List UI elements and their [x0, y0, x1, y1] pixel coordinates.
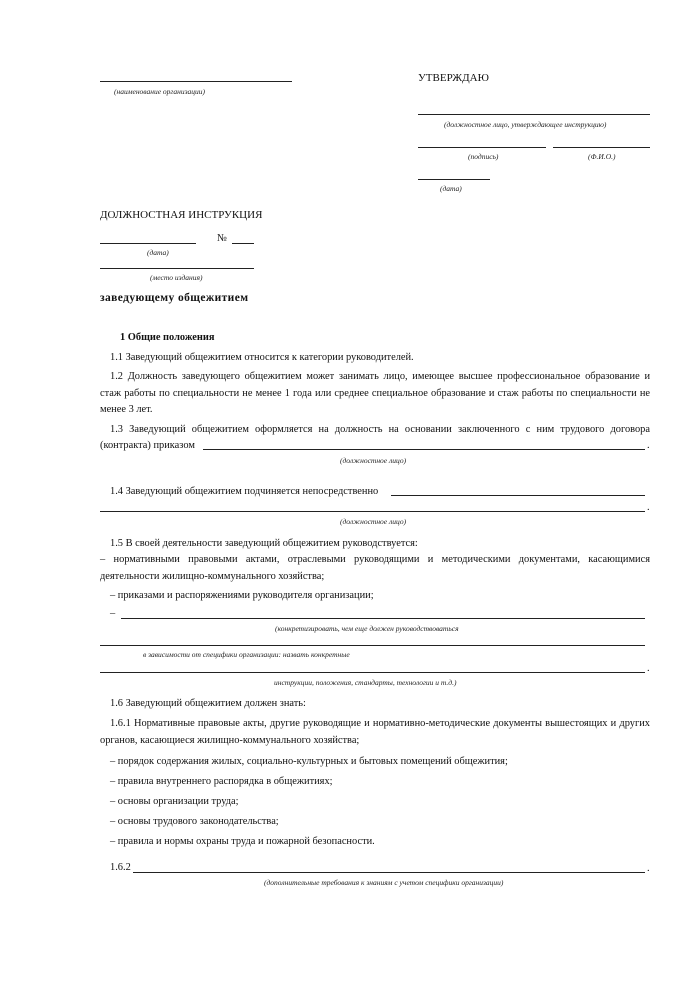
guidance-item-3: –: [110, 608, 116, 619]
approver-position-caption: (должностное лицо, утверждающее инструкцию): [444, 120, 607, 129]
approver-fio-caption: (Ф.И.О.): [588, 152, 616, 161]
organization-name-caption: (наименование организации): [114, 87, 206, 96]
guidance-item-2: – приказами и распоряжениями руководителя организации;: [110, 590, 374, 601]
document-date-caption: (дата): [147, 248, 169, 257]
knowledge-item: – основы организации труда;: [110, 796, 239, 807]
supervisor-line-2[interactable]: [100, 511, 645, 512]
knowledge-item: – основы трудового законодательства;: [110, 816, 279, 827]
guidance-caption-1: (конкретизировать, чем еще должен руководствоваться: [275, 624, 459, 633]
paragraph-1-6-1: 1.6.1 Нормативные правовые акты, другие руководящие и нормативно-методические документы вышестоящих и других органов, касающиеся жилищно-коммунального хозяйства;: [100, 718, 650, 746]
section-1-heading: 1 Общие положения: [120, 332, 215, 343]
supervisor-caption: (должностное лицо): [340, 517, 407, 526]
approver-position-line[interactable]: [418, 114, 650, 115]
guidance-extra-line-1[interactable]: [121, 618, 645, 619]
paragraph-1-5: 1.5 В своей деятельности заведующий общежитием руководствуется:: [110, 538, 418, 549]
approve-heading: УТВЕРЖДАЮ: [418, 72, 489, 84]
guidance-caption-2: в зависимости от специфики организации: назвать конкретные: [143, 650, 350, 659]
approver-fio-line[interactable]: [553, 147, 650, 148]
document-number-line[interactable]: [232, 243, 254, 244]
hiring-official-line[interactable]: [203, 449, 645, 450]
paragraph-1-2: 1.2 Должность заведующего общежитием может занимать лицо, имеющее высшее профессиональное образование и стаж работы по специальности не менее 1 года или среднее специальное образование и стаж работы по специальности не менее 3 лет.: [100, 371, 650, 415]
document-title: заведующему общежитием: [100, 292, 249, 304]
supervisor-line-1[interactable]: [391, 495, 645, 496]
knowledge-item: – правила внутреннего распорядка в общежитиях;: [110, 776, 333, 787]
organization-name-line[interactable]: [100, 81, 292, 82]
place-of-issue-line[interactable]: [100, 268, 254, 269]
knowledge-item: – правила и нормы охраны труда и пожарной безопасности.: [110, 836, 375, 847]
paragraph-1-3: 1.3 Заведующий общежитием оформляется на должность на основании заключенного с ним трудового договора: [110, 424, 650, 435]
guidance-extra-line-2[interactable]: [100, 645, 645, 646]
document-type: ДОЛЖНОСТНАЯ ИНСТРУКЦИЯ: [100, 209, 263, 221]
approval-date-line[interactable]: [418, 179, 490, 180]
hiring-official-caption: (должностное лицо): [340, 456, 407, 465]
knowledge-item: – порядок содержания жилых, социально-культурных и бытовых помещений общежития;: [110, 756, 508, 767]
paragraph-1-3-continued: (контракта) приказом: [100, 440, 195, 451]
supervisor-period: .: [647, 502, 650, 513]
approval-date-caption: (дата): [440, 184, 462, 193]
additional-knowledge-period: .: [647, 863, 650, 874]
place-of-issue-caption: (место издания): [150, 273, 203, 282]
guidance-period: .: [647, 663, 650, 674]
document-number-sign: №: [217, 233, 227, 244]
document-date-line[interactable]: [100, 243, 196, 244]
guidance-caption-3: инструкции, положения, стандарты, технологии и т.д.): [274, 678, 457, 687]
approver-signature-caption: (подпись): [468, 152, 499, 161]
approver-signature-line[interactable]: [418, 147, 546, 148]
paragraph-1-4: 1.4 Заведующий общежитием подчиняется непосредственно: [110, 486, 379, 497]
additional-knowledge-caption: (дополнительные требования к знаниям с учетом специфики организации): [264, 878, 504, 887]
paragraph-1-1: 1.1 Заведующий общежитием относится к категории руководителей.: [110, 352, 414, 363]
guidance-item-1: – нормативными правовыми актами, отраслевыми руководящими и методическими документами, касающимися деятельности жилищно-коммунального хозяйства;: [100, 554, 650, 582]
hiring-official-period: .: [647, 440, 650, 451]
additional-knowledge-line[interactable]: [133, 872, 645, 873]
paragraph-1-6-2: 1.6.2: [110, 862, 131, 873]
guidance-extra-line-3[interactable]: [100, 672, 645, 673]
paragraph-1-6: 1.6 Заведующий общежитием должен знать:: [110, 698, 306, 709]
